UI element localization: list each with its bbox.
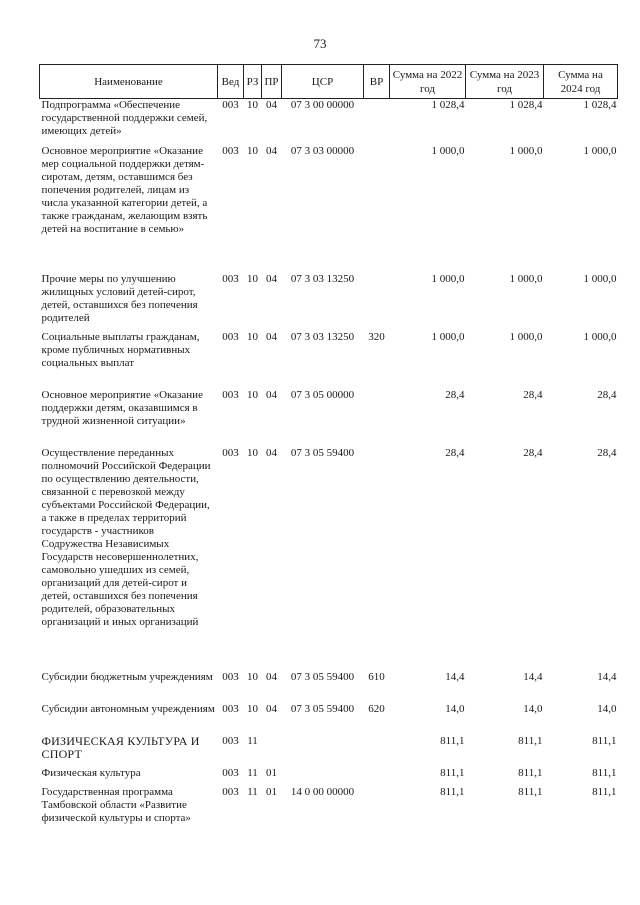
row-name: Основное мероприятие «Оказание мер социальной поддержки детям-сиротам, детям, оставшимся без попечения родителей, лицам из числа указанной категории детей, а также гражданам, желающим взять детей на воспитание в семью» (41, 144, 208, 235)
row-2023: 1 028,4 (509, 99, 543, 111)
row-vr (364, 767, 390, 786)
row-ved: 003 (222, 99, 239, 111)
table-row (40, 671, 618, 703)
row-csr: 07 3 03 00000 (290, 144, 355, 157)
row-2023: 1 000,0 (509, 330, 543, 343)
row-2022: 14,0 (445, 702, 465, 715)
row-2023: 1 000,0 (509, 272, 543, 285)
header-ved: Вед (218, 65, 244, 99)
row-rz: 10 (247, 144, 258, 157)
header-vr: ВР (364, 65, 390, 99)
row-2024: 811,1 (592, 785, 617, 798)
row-2022: 1 000,0 (431, 144, 465, 157)
header-name: Наименование (40, 65, 218, 99)
row-csr: 07 3 03 13250 (290, 272, 355, 285)
row-2024: 1 000,0 (583, 272, 617, 285)
row-ved: 003 (222, 446, 239, 459)
row-2024: 14,0 (597, 702, 617, 715)
row-vr (364, 786, 390, 832)
row-2023: 28,4 (523, 388, 543, 401)
row-2022: 811,1 (440, 766, 465, 779)
row-rz: 10 (247, 446, 258, 459)
row-pr: 04 (266, 388, 277, 401)
row-rz: 10 (247, 99, 258, 111)
row-rz: 11 (247, 734, 258, 747)
header-rz: РЗ (244, 65, 262, 99)
row-csr: 07 3 00 00000 (290, 99, 355, 111)
table-row (40, 331, 618, 389)
row-ved: 003 (222, 702, 239, 715)
row-name: Государственная программа Тамбовской области «Развитие физической культуры и спорта» (41, 785, 191, 824)
row-pr: 04 (266, 330, 277, 343)
row-pr: 01 (266, 766, 277, 779)
budget-table (39, 64, 618, 832)
table-row (40, 703, 618, 735)
table-row (40, 99, 618, 145)
row-2024: 14,4 (597, 670, 617, 683)
table-row (40, 145, 618, 273)
row-vr (364, 273, 390, 331)
table-row (40, 767, 618, 786)
row-2023: 811,1 (518, 785, 543, 798)
table-row (40, 786, 618, 832)
row-name: Физическая культура (41, 766, 141, 779)
table-row (40, 447, 618, 671)
row-csr (282, 767, 364, 786)
row-name: Социальные выплаты гражданам, кроме публичных нормативных социальных выплат (41, 330, 200, 369)
row-rz: 10 (247, 388, 258, 401)
row-2022: 1 000,0 (431, 330, 465, 343)
row-name: Осуществление переданных полномочий Российской Федерации по осуществлению деятельности, связанной с перевозкой между субъектами Российской Федерации, а также в пределах территорий государств - участников Содружества Независимых Государств несовершеннолетних, самовольно ушедших из семей, организаций для детей-сирот и детей, оставшихся без попечения родителей, образовательных организаций и иных организаций (41, 446, 211, 628)
row-ved: 003 (222, 766, 239, 779)
row-name: ФИЗИЧЕСКАЯ КУЛЬТУРА И СПОРТ (41, 733, 200, 761)
row-vr (364, 447, 390, 671)
row-2024: 1 000,0 (583, 330, 617, 343)
row-csr: 14 0 00 00000 (290, 785, 355, 798)
row-pr: 04 (266, 446, 277, 459)
row-2024: 811,1 (592, 766, 617, 779)
row-2023: 811,1 (518, 734, 543, 747)
table-row (40, 735, 618, 767)
row-2022: 811,1 (440, 785, 465, 798)
row-ved: 003 (222, 144, 239, 157)
table-row (40, 389, 618, 447)
row-vr (364, 145, 390, 273)
row-2024: 28,4 (597, 388, 617, 401)
row-pr: 04 (266, 702, 277, 715)
row-ved: 003 (222, 670, 239, 683)
row-rz: 11 (247, 785, 258, 798)
row-2022: 28,4 (445, 388, 465, 401)
row-2022: 14,4 (445, 670, 465, 683)
row-ved: 003 (222, 272, 239, 285)
row-name: Субсидии бюджетным учреждениям (41, 670, 213, 683)
row-rz: 10 (247, 330, 258, 343)
header-2023: Сумма на 2023 год (466, 65, 544, 99)
row-vr (364, 735, 390, 767)
table-header (40, 65, 618, 99)
row-2024: 811,1 (592, 734, 617, 747)
header-2022: Сумма на 2022 год (390, 65, 466, 99)
row-2022: 1 028,4 (431, 99, 465, 111)
row-2024: 28,4 (597, 446, 617, 459)
page-number: 73 (313, 36, 327, 51)
row-2023: 14,4 (523, 670, 543, 683)
row-csr: 07 3 03 13250 (290, 330, 355, 343)
header-pr: ПР (262, 65, 282, 99)
row-rz: 10 (247, 670, 258, 683)
row-rz: 11 (247, 766, 258, 779)
row-ved: 003 (222, 785, 239, 798)
row-pr: 04 (266, 144, 277, 157)
row-pr: 04 (266, 99, 277, 111)
row-rz: 10 (247, 272, 258, 285)
row-2023: 811,1 (518, 766, 543, 779)
row-csr (282, 735, 364, 767)
row-vr (364, 389, 390, 447)
row-vr: 620 (368, 702, 385, 715)
row-2023: 14,0 (523, 702, 543, 715)
row-csr: 07 3 05 59400 (290, 446, 355, 459)
row-vr (364, 99, 390, 145)
row-2024: 1 028,4 (583, 99, 617, 111)
row-pr (262, 735, 282, 767)
row-name: Подпрограмма «Обеспечение государственной поддержки семей, имеющих детей» (41, 99, 208, 137)
row-name: Основное мероприятие «Оказание поддержки детям, оказавшимся в трудной жизненной ситуации» (41, 388, 203, 427)
row-csr: 07 3 05 00000 (290, 388, 355, 401)
row-csr: 07 3 05 59400 (290, 702, 355, 715)
row-vr: 320 (368, 330, 385, 343)
row-ved: 003 (222, 330, 239, 343)
row-rz: 10 (247, 702, 258, 715)
row-name: Прочие меры по улучшению жилищных условий детей-сирот, детей, оставшихся без попечения родителей (41, 272, 198, 324)
row-2023: 1 000,0 (509, 144, 543, 157)
row-csr: 07 3 05 59400 (290, 670, 355, 683)
row-ved: 003 (222, 388, 239, 401)
row-2023: 28,4 (523, 446, 543, 459)
row-pr: 01 (266, 785, 277, 798)
row-2024: 1 000,0 (583, 144, 617, 157)
row-2022: 811,1 (440, 734, 465, 747)
row-vr: 610 (368, 670, 385, 683)
row-2022: 1 000,0 (431, 272, 465, 285)
row-name: Субсидии автономным учреждениям (41, 702, 215, 715)
row-pr: 04 (266, 670, 277, 683)
table-row (40, 273, 618, 331)
header-2024: Сумма на 2024 год (544, 65, 618, 99)
row-ved: 003 (222, 734, 239, 747)
row-2022: 28,4 (445, 446, 465, 459)
row-pr: 04 (266, 272, 277, 285)
header-csr: ЦСР (282, 65, 364, 99)
